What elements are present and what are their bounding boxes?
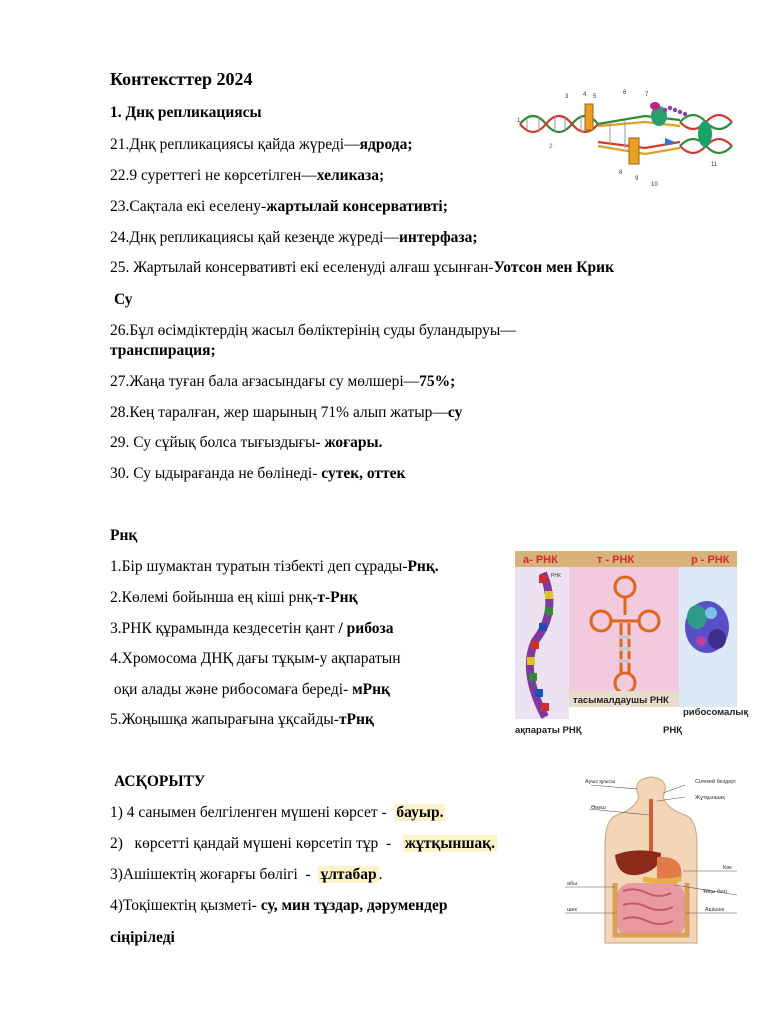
question: 26.Бұл өсімдіктердің жасыл бөліктерінің суды буландыруы— <box>110 322 516 339</box>
answer: / рибоза <box>338 620 394 637</box>
question: 4)Тоқішектің қызметі- <box>110 897 261 914</box>
heading-text: АСҚОРЫТУ <box>114 773 206 790</box>
qa-21 <box>110 135 413 154</box>
qa-dig-2 <box>110 834 497 853</box>
qa-dig-4b <box>110 928 175 947</box>
question: 3.РНК құрамында кездесетін қант <box>110 620 339 637</box>
digestive-system-figure <box>565 775 737 943</box>
dna-label-11: 11 <box>711 162 718 168</box>
qa-rna-4b <box>110 680 390 699</box>
answer: су, мин тұздар, дәрумендер <box>260 897 448 914</box>
question: 2) көрсетті қандай мүшені көрсетіп тұр - <box>110 835 403 852</box>
dna-replication-figure <box>515 86 745 190</box>
dna-label-8: 8 <box>619 170 623 176</box>
dig-label-esophagus: Өңеш <box>591 805 606 811</box>
answer: ұлтабар <box>320 866 377 883</box>
dna-label-4: 4 <box>583 92 587 98</box>
heading-text: 1. Днқ репликациясы <box>110 104 262 121</box>
punctuation: . <box>378 866 383 883</box>
dna-label-5: 5 <box>593 94 597 100</box>
section-heading-water <box>114 290 133 309</box>
question: 27.Жаңа туған бала ағзасындағы су мөлшері— <box>110 373 420 390</box>
rna-caption-mrna: ақпараты РНҚ <box>515 725 582 736</box>
qa-dig-3 <box>110 865 382 884</box>
heading-text: Рнқ <box>110 527 138 544</box>
qa-26 <box>110 321 516 340</box>
answer: сутек, оттек <box>321 465 406 482</box>
rna-label-t: т - РНК <box>597 554 635 566</box>
answer: бауыр. <box>396 804 444 821</box>
dig-label-pharynx: Жұтқыншақ <box>695 795 725 801</box>
question: 21.Днқ репликациясы қайда жүреді— <box>110 136 360 153</box>
answer: жартылай консервативті; <box>266 198 448 215</box>
qa-dig-1 <box>110 803 445 822</box>
qa-30 <box>110 464 405 483</box>
question: 5.Жоңышқа жапырағына ұқсайды- <box>110 711 339 728</box>
rna-caption-rrna: рибосомалық <box>683 707 749 718</box>
dna-label-6: 6 <box>623 90 627 96</box>
dig-label-spleen: Көк <box>723 865 732 871</box>
qa-rna-1 <box>110 557 439 576</box>
dna-label-3: 3 <box>565 94 569 100</box>
question: 3)Ашішектің жоғарғы бөлігі - <box>110 866 319 883</box>
dig-label-salivary: Сілекей бездері <box>695 779 736 785</box>
question: 28.Кең таралған, жер шарының 71% алып жатыр— <box>110 404 448 421</box>
answer: жұтқыншақ. <box>404 835 495 852</box>
question: 25. Жартылай консервативті екі еселенуді алғаш ұсынған- <box>110 259 494 276</box>
answer: тРнқ <box>338 711 374 728</box>
qa-24 <box>110 228 478 247</box>
question: 24.Днқ репликациясы қай кезеңде жүреді— <box>110 229 399 246</box>
question: 1.Бір шумактан туратын тізбекті деп сұрады- <box>110 558 408 575</box>
answer: мРнқ <box>352 681 390 698</box>
question: оқи алады және рибосомаға береді- <box>110 681 353 698</box>
question: 23.Сақтала екі еселену- <box>110 198 267 215</box>
qa-dig-4a <box>110 896 447 915</box>
answer: 75%; <box>419 373 456 390</box>
rna-label-r: р - РНК <box>691 554 730 566</box>
rna-caption-trna: тасымалдаушы РНК <box>573 695 669 706</box>
rna-small-label: РНК <box>551 573 561 579</box>
question: 29. Су сұйық болса тығыздығы- <box>110 434 325 451</box>
qa-rna-4a <box>110 649 401 668</box>
answer: хеликаза; <box>316 167 385 184</box>
section-heading-rna <box>110 526 137 545</box>
dig-label-left: абы <box>567 881 578 887</box>
qa-rna-3 <box>110 619 394 638</box>
qa-22 <box>110 166 384 185</box>
question: 30. Су ыдырағанда не бөлінеді- <box>110 465 322 482</box>
answer: Рнқ. <box>407 558 439 575</box>
dig-label-pancreas: Ұйқы безі <box>703 889 727 895</box>
answer: Уотсон мен Крик <box>493 259 615 276</box>
dna-label-2: 2 <box>549 144 553 150</box>
section-heading-dna <box>110 103 262 122</box>
answer: жоғары. <box>324 434 383 451</box>
rna-types-figure <box>515 551 749 737</box>
heading-text: Су <box>114 291 133 308</box>
dna-label-10: 10 <box>651 182 658 188</box>
answer: су <box>447 404 463 421</box>
question: 1) 4 санымен белгіленген мүшені көрсет - <box>110 804 395 821</box>
qa-rna-5 <box>110 710 374 729</box>
dig-label-mouth: Ауыз қуысы <box>585 779 616 785</box>
qa-29 <box>110 433 382 452</box>
answer: т-Рнқ <box>317 589 358 606</box>
question: 22.9 суреттегі не көрсетілген— <box>110 167 317 184</box>
qa-25 <box>110 258 614 277</box>
rna-caption-rna: РНҚ <box>663 725 682 736</box>
answer: интерфаза; <box>398 229 478 246</box>
dna-label-7: 7 <box>645 92 649 98</box>
question: 2.Көлемі бойынша ең кіші рнқ- <box>110 589 318 606</box>
dna-label-9: 9 <box>635 176 639 182</box>
dna-label-1: 1 <box>517 118 521 124</box>
answer: ядрода; <box>359 136 413 153</box>
dig-label-intestine: шек <box>567 907 577 913</box>
document-title: Контексттер 2024 <box>110 69 253 89</box>
rna-label-a: а- РНК <box>523 554 558 566</box>
qa-27 <box>110 372 455 391</box>
qa-rna-2 <box>110 588 358 607</box>
answer: сіңіріледі <box>110 929 175 946</box>
section-heading-digestion <box>114 772 205 791</box>
answer: транспирация; <box>110 342 216 359</box>
qa-28 <box>110 403 462 422</box>
qa-26-answer <box>110 341 216 360</box>
qa-23 <box>110 197 448 216</box>
dig-label-small-intestine: Ашішек <box>705 907 725 913</box>
question: 4.Хромосома ДНҚ дағы тұқым-у ақпаратын <box>110 650 401 667</box>
